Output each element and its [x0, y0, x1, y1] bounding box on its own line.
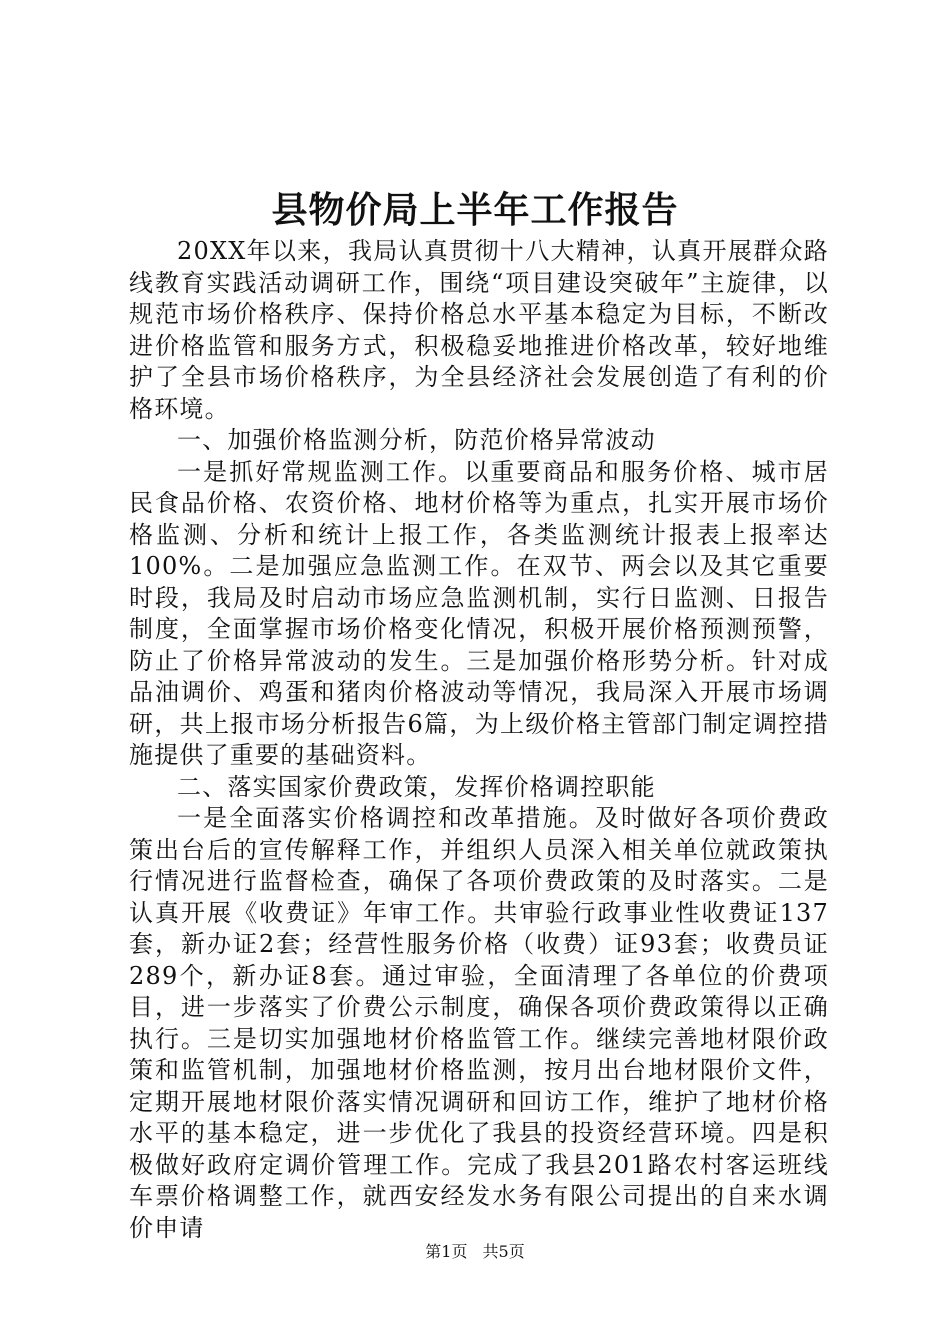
section-heading-2: 二、落实国家价费政策，发挥价格调控职能 [177, 772, 656, 801]
page-number: 第1页 [425, 1242, 468, 1261]
paragraph-intro: 20XX年以来，我局认真贯彻十八大精神，认真开展群众路线教育实践活动调研工作，围绕“项目建设突破年”主旋律，以规范市场价格秩序、保持价格总水平基本稳定为目标，不断改进价格监管和服务方式，积极稳妥地推进价格改革，较好地维护了全县市场价格秩序，为全县经济社会发展创造了有利的价格环境。 [129, 237, 829, 423]
document-body [129, 236, 829, 1244]
paragraph-section-2: 一是全面落实价格调控和改革措施。及时做好各项价费政策出台后的宣传解释工作，并组织人员深入相关单位就政策执行情况进行监督检查，确保了各项价费政策的及时落实。二是认真开展《收费证》年审工作。共审验行政事业性收费证137套，新办证2套；经营性服务价格（收费）证93套；收费员证289个，新办证8套。通过审验，全面清理了各单位的价费项目，进一步落实了价费公示制度，确保各项价费政策得以正确执行。三是切实加强地材价格监管工作。继续完善地材限价政策和监管机制，加强地材价格监测，按月出台地材限价文件，定期开展地材限价落实情况调研和回访工作，维护了地材价格水平的基本稳定，进一步优化了我县的投资经营环境。四是积极做好政府定调价管理工作。完成了我县201路农村客运班线车票价格调整工作，就西安经发水务有限公司提出的自来水调价申请 [129, 804, 829, 1242]
document-title: 县物价局上半年工作报告 [271, 189, 679, 231]
section-heading-1: 一、加强价格监测分析，防范价格异常波动 [177, 426, 656, 454]
paragraph-section-1: 一是抓好常规监测工作。以重要商品和服务价格、城市居民食品价格、农资价格、地材价格等为重点，扎实开展市场价格监测、分析和统计上报工作，各类监测统计报表上报率达100%。二是加强应急监测工作。在双节、两会以及其它重要时段，我局及时启动市场应急监测机制，实行日监测、日报告制度，全面掌握市场价格变化情况，积极开展价格预测预警，防止了价格异常波动的发生。三是加强价格形势分析。针对成品油调价、鸡蛋和猪肉价格波动等情况，我局深入开展市场调研，共上报市场分析报告6篇，为上级价格主管部门制定调控措施提供了重要的基础资料。 [129, 457, 829, 769]
page-footer [0, 1241, 950, 1263]
page-total: 共5页 [482, 1242, 525, 1261]
